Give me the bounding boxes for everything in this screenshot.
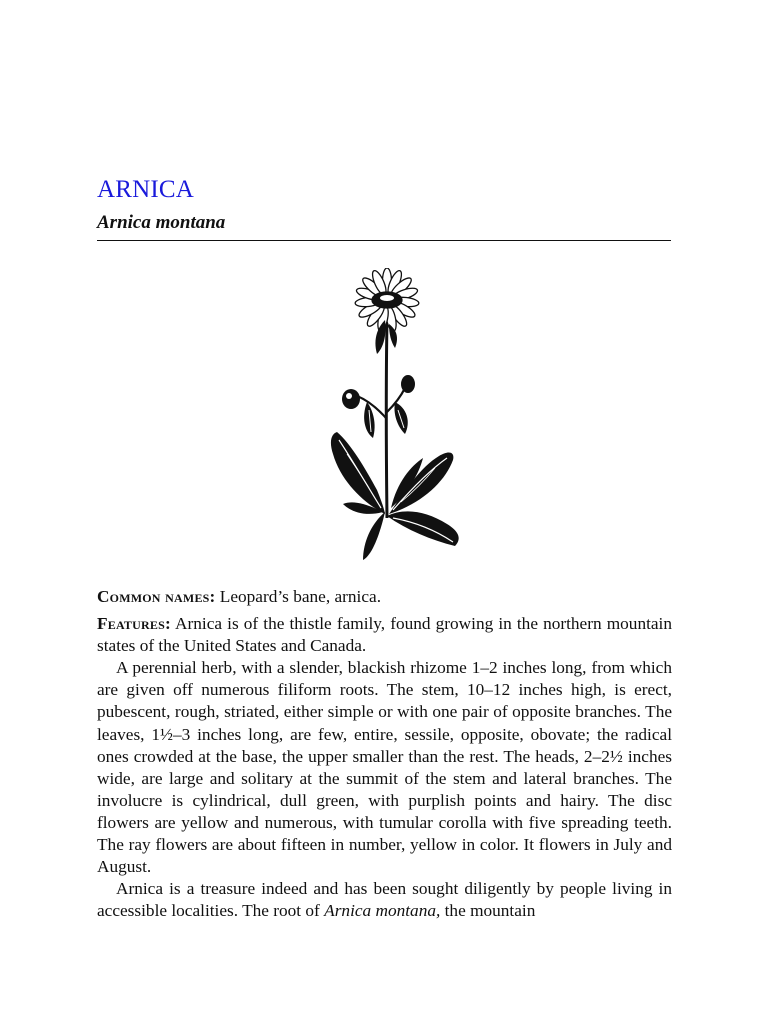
latin-name: Arnica montana [97, 212, 226, 233]
treasure-latin-name: Arnica montana, [324, 901, 441, 921]
common-names-paragraph [97, 586, 672, 608]
treasure-paragraph [97, 878, 672, 922]
features-paragraph [97, 613, 672, 657]
page-title: ARNICA [97, 176, 195, 203]
book-page [97, 0, 672, 1024]
treasure-text-end: the mountain [440, 901, 536, 921]
common-names-text: Leopard’s bane, arnica. [215, 587, 382, 606]
article-body [97, 586, 672, 922]
treasure-text-start: Arnica is a treasure indeed and has been sought diligently by people living in accessible localities. The root of [97, 879, 672, 921]
arnica-plant-drawing-icon [307, 268, 467, 568]
common-names-label: Common names: [97, 587, 216, 606]
description-paragraph: A perennial herb, with a slender, blackish rhizome 1–2 inches long, from which are given off numerous filiform roots. The stem, 10–12 inches high, is erect, pubescent, rough, striated, either simple or with one pair of opposite branches. The leaves, 1½–3 inches long, are few, entire, sessile, opposite, obovate; the radical ones crowded at the base, the upper smaller than the rest. The heads, 2–2½ inches wide, are large and solitary at the summit of the stem and lateral branches. The involucre is cylindrical, dull green, with purplish points and hairy. The disc flowers are yellow and numerous, with tumular corolla with five spreading teeth. The ray flowers are about fifteen in number, yellow in color. It flowers in July and August. [97, 658, 672, 877]
features-text: Arnica is of the thistle family, found growing in the northern mountain states of the United States and Canada. [97, 614, 672, 656]
title-rule [97, 240, 671, 241]
features-label: Features: [97, 614, 171, 634]
